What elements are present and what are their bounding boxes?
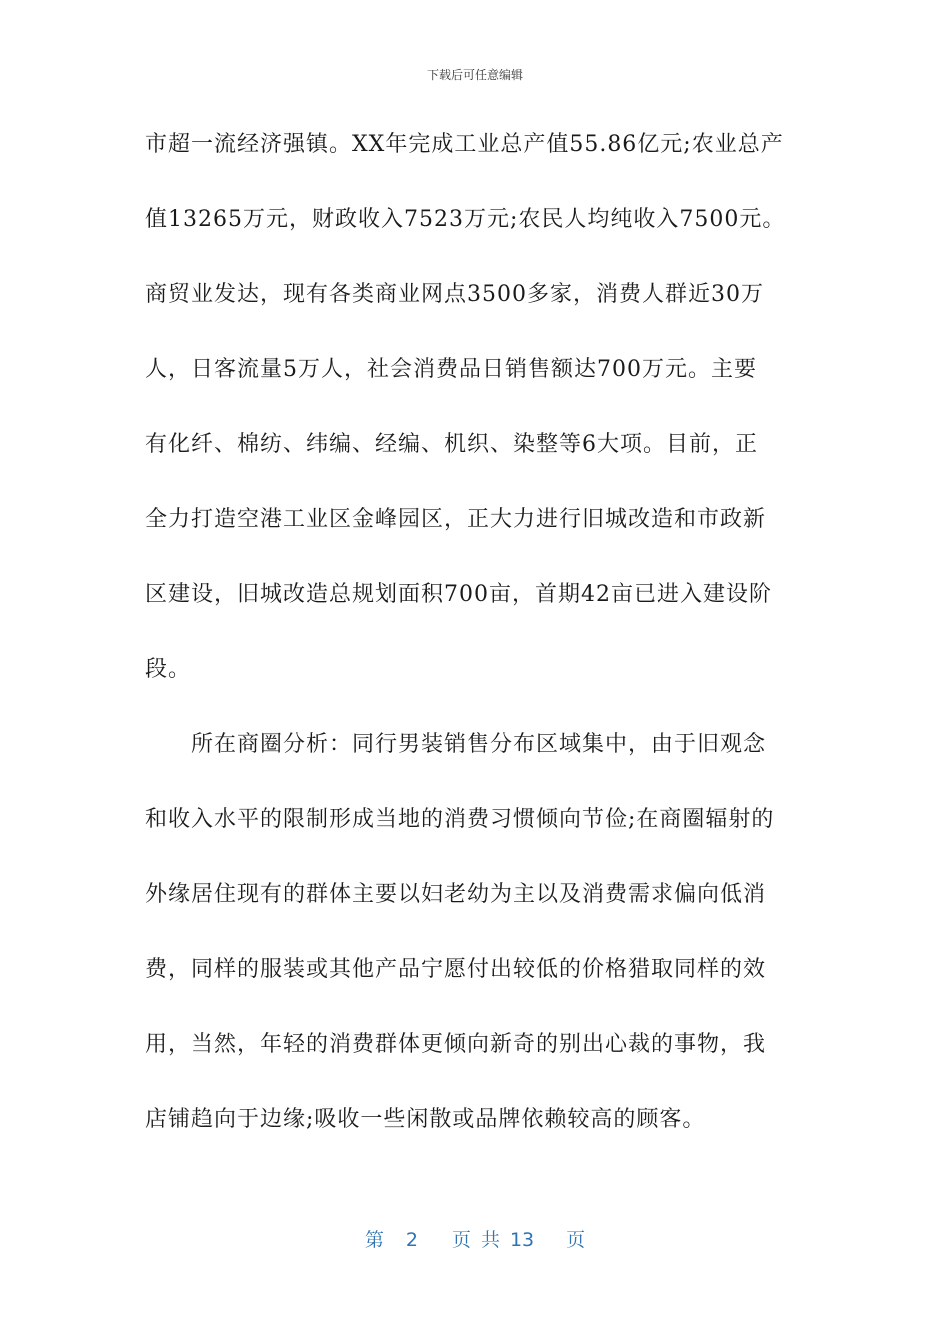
paragraph-line: 用，当然，年轻的消费群体更倾向新奇的别出心裁的事物，我 xyxy=(145,1032,767,1057)
paragraph-line: 商贸业发达，现有各类商业网点3500多家，消费人群近30万 xyxy=(145,282,764,307)
header-note: 下载后可任意编辑 xyxy=(426,68,523,82)
page-number: 2 xyxy=(405,1229,418,1251)
paragraph-line: 有化纤、棉纺、纬编、经编、机织、染整等6大项。目前，正 xyxy=(145,432,758,457)
paragraph-line: 费，同样的服装或其他产品宁愿付出较低的价格猎取同样的效 xyxy=(145,957,767,982)
paragraph-line: 店铺趋向于边缘;吸收一些闲散或品牌依赖较高的顾客。 xyxy=(145,1107,706,1132)
paragraph-line: 所在商圈分析：同行男装销售分布区域集中，由于旧观念 xyxy=(191,732,767,757)
page-footer xyxy=(0,1225,950,1252)
paragraph-line: 全力打造空港工业区金峰园区，正大力进行旧城改造和市政新 xyxy=(145,507,767,532)
page-label: 页 xyxy=(451,1229,471,1251)
paragraph-line: 区建设，旧城改造总规划面积700亩，首期42亩已进入建设阶 xyxy=(145,582,772,607)
paragraph-line: 外缘居住现有的群体主要以妇老幼为主以及消费需求偏向低消 xyxy=(145,882,767,907)
page-prefix: 第 xyxy=(364,1229,384,1251)
paragraph-line: 人，日客流量5万人，社会消费品日销售额达700万元。主要 xyxy=(145,357,757,382)
paragraph-line: 和收入水平的限制形成当地的消费习惯倾向节俭;在商圈辐射的 xyxy=(145,807,775,832)
paragraph-line: 值13265万元，财政收入7523万元;农民人均纯收入7500元。 xyxy=(145,207,786,232)
total-pages: 13 xyxy=(509,1229,535,1251)
paragraph-line: 市超一流经济强镇。XX年完成工业总产值55.86亿元;农业总产 xyxy=(145,132,784,157)
total-prefix: 共 xyxy=(480,1229,500,1251)
paragraph-line: 段。 xyxy=(145,657,192,682)
total-label: 页 xyxy=(566,1229,586,1251)
